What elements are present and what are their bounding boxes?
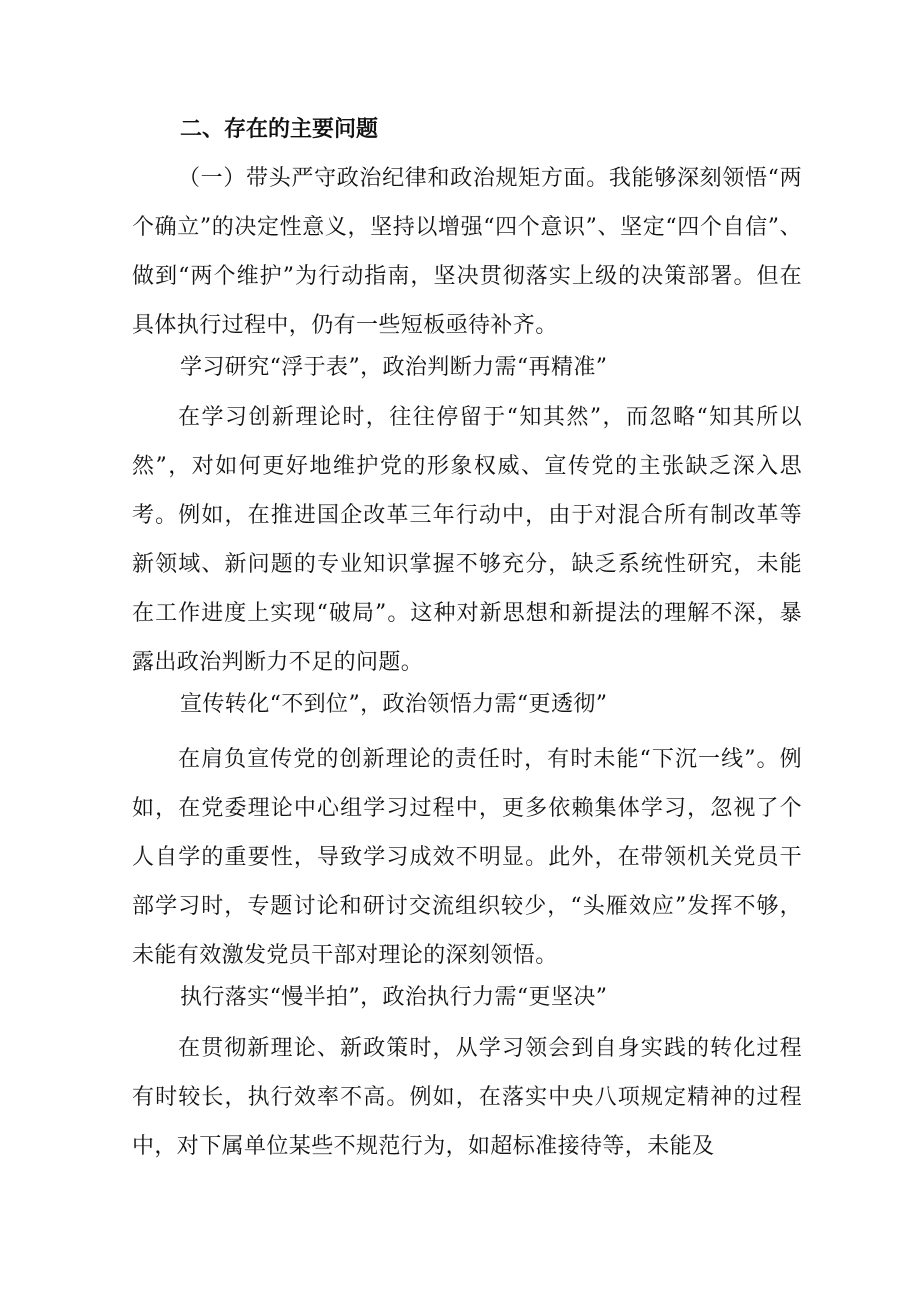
paragraph-political-discipline: （一）带头严守政治纪律和政治规矩方面。我能够深刻领悟“两个确立”的决定性意义，坚持以增强“四个意识”、坚定“四个自信”、做到“两个维护”为行动指南，坚决贯彻落实上级的决策部署。但在具体执行过程中，仍有一些短板亟待补齐。 [132,166,802,338]
subheading-publicity-conversion: 宣传转化“不到位”，政治领悟力需“更透彻” [180,692,608,717]
paragraph-publicity-conversion: 在肩负宣传党的创新理论的责任时，有时未能“下沉一线”。例如，在党委理论中心组学习过程中，更多依赖集体学习，忽视了个人自学的重要性，导致学习成效不明显。此外，在带领机关党员干部学习时，专题讨论和研讨交流组织较少，“头雁效应”发挥不够，未能有效激发党员干部对理论的深刻领悟。 [132,747,802,968]
paragraph-study-research: 在学习创新理论时，往往停留于“知其然”，而忽略“知其所以然”，对如何更好地维护党的形象权威、宣传党的主张缺乏深入思考。例如，在推进国企改革三年行动中，由于对混合所有制改革等新领域、新问题的专业知识掌握不够充分，缺乏系统性研究，未能在工作进度上实现“破局”。这种对新思想和新提法的理解不深，暴露出政治判断力不足的问题。 [132,405,802,675]
paragraph-implementation: 在贯彻新理论、新政策时，从学习领会到自身实践的转化过程有时较长，执行效率不高。例如，在落实中央八项规定精神的过程中，对下属单位某些不规范行为，如超标准接待等，未能及 [132,1036,802,1159]
section-heading: 二、存在的主要问题 [180,117,379,142]
subheading-implementation: 执行落实“慢半拍”，政治执行力需“更坚决” [180,985,608,1010]
subheading-study-research: 学习研究“浮于表”，政治判断力需“再精准” [180,355,608,380]
